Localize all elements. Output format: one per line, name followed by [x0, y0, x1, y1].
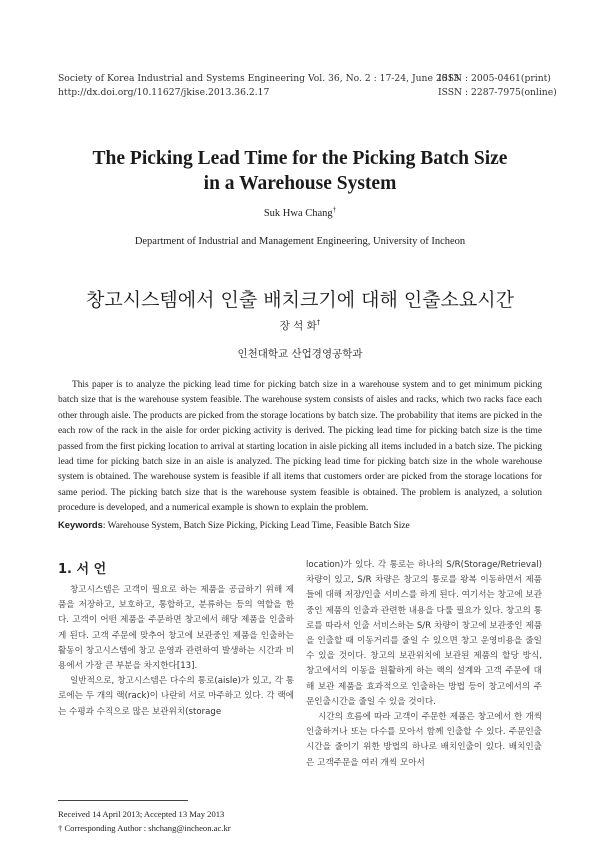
paper-title-ko: 창고시스템에서 인출 배치크기에 대해 인출소요시간: [86, 289, 514, 311]
author-ko-mark: †: [316, 318, 321, 327]
keywords-label: Keywords: [58, 519, 103, 530]
author-ko-name: 장 석 화: [279, 320, 317, 332]
author-en-name: Suk Hwa Chang: [263, 208, 333, 219]
left-paragraph-1: 창고시스템은 고객이 필요로 하는 제품을 공급하기 위해 제품을 저장하고, 보호하고, 통합하고, 분류하는 등의 역할을 한다. 고객이 어떤 제품을 주문하면 창고에서 해당 제품을 인출하게 된다. 고객 주문에 맞추어 창고에 보관중인 제품을 인출하는 활동이 창고시스템에 창고 운영과 관련하여 발생하는 시간과 비용에서 가장 큰 부분을 차지한다[13].: [58, 585, 294, 672]
author-en: [0, 205, 600, 219]
right-paragraph-2: 시간의 흐름에 따라 고객이 주문한 제품은 창고에서 한 개씩 인출하거나 또는 다수를 모아서 함께 인출할 수 있다. 주문인출시간을 줄이기 위한 방법의 하나로 배치인출이 있다. 배치인출은 고객주문을 여러 개씩 모아서: [306, 712, 542, 768]
issn-print: ISSN : 2005-0461(print): [438, 73, 551, 84]
author-en-mark: †: [332, 205, 337, 214]
keywords-text: : Warehouse System, Batch Size Picking, Picking Lead Time, Feasible Batch Size: [102, 521, 410, 531]
author-ko: [0, 318, 600, 333]
footnote-rule: [58, 800, 188, 801]
department-en: Department of Industrial and Management Engineering, University of Incheon: [134, 236, 466, 247]
keywords: [58, 519, 542, 531]
footnote-corresponding-text: Corresponding Author : shchang@incheon.ac.kr: [64, 823, 231, 833]
paper-title-line2: in a Warehouse System: [203, 173, 397, 194]
footnote-received: Received 14 April 2013; Accepted 13 May 2013: [58, 809, 225, 819]
right-column: [306, 558, 542, 771]
abstract: This paper is to analyze the picking lead time for picking batch size in a warehouse system and to get minimum picking batch size that is the warehouse system feasible. The warehouse system consists of aisles and racks, which two racks face each other through aisle. The products are picked from the storage locations by batch size. The probability that items are picked in the each row of the rack in the aisle for order picking activity is derived. The picking lead time for picking batch size is the time passed from the first picking location to arrival at starting location in aisle picking all items included in a batch size. The picking lead time for picking batch size in an aisle is analyzed. The picking lead time for picking batch size in the whole warehouse system is obtained. The warehouse system is feasible if all items that customers order are picked from the storage locations for same period. The picking batch size that is the warehouse system feasible is obtained. The problem is analyzed, a solution procedure is developed, and a numerical example is shown to explain the problem.: [58, 380, 542, 514]
paper-title-line1: The Picking Lead Time for the Picking Batch Size: [92, 148, 508, 169]
journal-citation: Society of Korea Industrial and Systems Engineering Vol. 36, No. 2 : 17-24, June 2013: [58, 73, 460, 84]
issn-online: ISSN : 2287-7975(online): [438, 87, 557, 98]
section-heading: 1. 서 언: [58, 562, 107, 577]
department-ko: 인천대학교 산업경영공학과: [237, 348, 363, 360]
footnote-mark: †: [58, 823, 63, 833]
left-paragraph-2: 일반적으로, 창고시스템은 다수의 통로(aisle)가 있고, 각 통로에는 두 개의 랙(rack)이 나란히 서로 마주하고 있다. 각 랙에는 수평과 수직으로 많은 보관위치(storage: [58, 676, 294, 717]
footnote-corresponding: [58, 822, 231, 835]
right-paragraph-1: location)가 있다. 각 통로는 하나의 S/R(Storage/Retrieval) 차량이 있고, S/R 차량은 창고의 통로를 왕복 이동하면서 제품들에 대해 저장/인출 서비스를 하게 된다. 여기서는 창고에 보관중인 제품의 인출과 관련한 내용을 다룰 필요가 있다. 창고의 통로를 따라서 인출 서비스하는 S/R 차량이 창고에 보관중인 제품을 인출할 때 이동거리를 줄일 수 있으면 창고 운영비용을 줄일 수 있을 것이다. 창고의 보관위치에 보관된 제품의 할당 방식, 창고에서의 이동을 원활하게 하는 랙의 설계와 고객 주문에 대해 보관 제품을 효과적으로 인출하는 방법 등이 창고에서의 주문인출시간을 줄일 수 있을 것이다.: [306, 560, 542, 707]
left-column: [58, 583, 294, 720]
doi-link[interactable]: http://dx.doi.org/10.11627/jkise.2013.36.2.17: [58, 87, 270, 98]
